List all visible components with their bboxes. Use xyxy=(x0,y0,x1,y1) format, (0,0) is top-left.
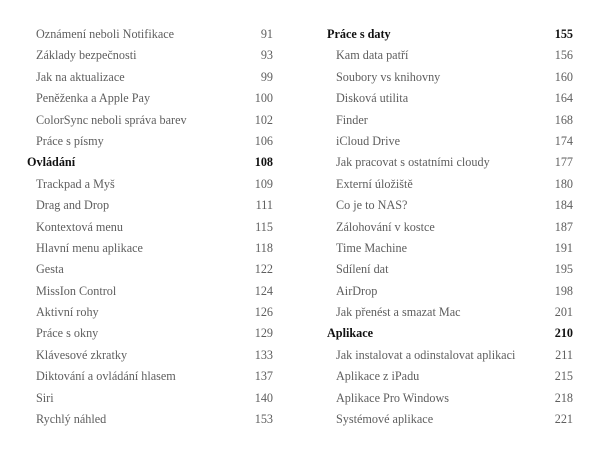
toc-entry-title: Peněženka a Apple Pay xyxy=(36,91,151,106)
toc-entry[interactable] xyxy=(324,259,574,280)
toc-entry[interactable] xyxy=(24,409,274,430)
toc-entry-title: Aplikace xyxy=(327,326,374,341)
toc-entry-title: MissIon Control xyxy=(36,283,117,298)
toc-page-number: 133 xyxy=(254,347,273,362)
toc-page-number: 164 xyxy=(554,91,573,106)
toc-entry-title: Rychlý náhled xyxy=(36,412,107,427)
toc-entry-title: Sdílení dat xyxy=(336,262,389,277)
toc-page-number: 140 xyxy=(254,390,273,405)
toc-entry[interactable] xyxy=(24,345,274,366)
toc-entry[interactable] xyxy=(324,110,574,131)
toc-entry-title: Práce s daty xyxy=(327,27,391,41)
toc-page-number: 155 xyxy=(554,27,573,41)
toc-entry[interactable] xyxy=(24,217,274,238)
toc-entry[interactable] xyxy=(324,131,574,152)
toc-page-number: 218 xyxy=(554,390,573,405)
toc-entry-title: Diktování a ovládání hlasem xyxy=(36,369,176,384)
toc-entry-title: Kontextová menu xyxy=(36,219,123,234)
toc-entry[interactable] xyxy=(24,302,274,323)
toc-entry-title: Oznámení neboli Notifikace xyxy=(36,27,175,41)
toc-page-number: 211 xyxy=(555,347,573,362)
toc-entry[interactable] xyxy=(324,152,574,173)
toc-entry[interactable] xyxy=(24,67,274,88)
toc-entry[interactable] xyxy=(24,110,274,131)
toc-page-number: 102 xyxy=(254,112,273,127)
toc-entry-title: Jak na aktualizace xyxy=(36,69,125,84)
toc-entry-title: Systémové aplikace xyxy=(336,412,434,427)
toc-entry-title: Externí úložiště xyxy=(336,176,413,191)
toc-page-number: 221 xyxy=(554,412,573,427)
toc-entry[interactable] xyxy=(24,259,274,280)
toc-entry[interactable] xyxy=(24,323,274,344)
toc-entry-title: Práce s okny xyxy=(36,326,99,341)
toc-page-number: 160 xyxy=(554,69,573,84)
toc-page-number: 129 xyxy=(254,326,273,341)
toc-page-number: 111 xyxy=(255,198,273,213)
toc-page-number: 126 xyxy=(254,305,273,320)
toc-entry[interactable] xyxy=(24,88,274,109)
toc-entry[interactable] xyxy=(324,366,574,387)
toc-entry-title: ColorSync neboli správa barev xyxy=(36,112,187,127)
toc-entry[interactable] xyxy=(324,302,574,323)
toc-entry-title: Jak pracovat s ostatními cloudy xyxy=(336,155,490,170)
toc-entry-title: Jak instalovat a odinstalovat aplikaci xyxy=(336,347,516,362)
toc-entry-title: Trackpad a Myš xyxy=(36,176,115,191)
toc-entry-title: Kam data patří xyxy=(336,48,409,63)
toc-page-number: 118 xyxy=(255,240,273,255)
toc-entry-title: Co je to NAS? xyxy=(336,198,408,213)
toc-entry[interactable] xyxy=(24,131,274,152)
toc-entry-title: AirDrop xyxy=(336,283,378,298)
toc-entry[interactable] xyxy=(324,388,574,409)
toc-page-number: 106 xyxy=(254,133,273,148)
toc-section-heading[interactable] xyxy=(324,323,574,344)
toc-column-left xyxy=(24,24,274,430)
toc-page-number: 109 xyxy=(254,176,273,191)
toc-entry[interactable] xyxy=(24,174,274,195)
toc-column-right xyxy=(324,24,574,430)
toc-page-number: 115 xyxy=(255,219,273,234)
toc-entry[interactable] xyxy=(324,409,574,430)
toc-entry[interactable] xyxy=(24,45,274,66)
toc-entry-title: Drag and Drop xyxy=(36,198,110,213)
toc-page-number: 215 xyxy=(554,369,573,384)
toc-entry-title: Práce s písmy xyxy=(36,133,104,148)
toc-page-number: 184 xyxy=(554,198,573,213)
toc-page-number: 201 xyxy=(554,305,573,320)
toc-entry[interactable] xyxy=(324,281,574,302)
toc-entry-title: Aplikace z iPadu xyxy=(336,369,420,384)
toc-page-number: 180 xyxy=(554,176,573,191)
toc-page-number: 137 xyxy=(254,369,273,384)
toc-page-number: 168 xyxy=(554,112,573,127)
toc-entry-title: Jak přenést a smazat Mac xyxy=(336,305,461,320)
toc-entry-title: Aktivní rohy xyxy=(36,305,99,320)
toc-entry[interactable] xyxy=(324,174,574,195)
toc-entry[interactable] xyxy=(24,24,274,45)
toc-entry[interactable] xyxy=(324,195,574,216)
toc-entry-title: Soubory vs knihovny xyxy=(336,69,441,84)
toc-entry[interactable] xyxy=(324,88,574,109)
toc-page-number: 195 xyxy=(554,262,573,277)
toc-page-number: 124 xyxy=(254,283,273,298)
toc-entry-title: Time Machine xyxy=(336,240,407,255)
toc-entry[interactable] xyxy=(324,67,574,88)
toc-page-number: 91 xyxy=(260,27,273,41)
toc-entry[interactable] xyxy=(324,217,574,238)
toc-entry[interactable] xyxy=(24,195,274,216)
toc-entry[interactable] xyxy=(24,238,274,259)
toc-page-number: 210 xyxy=(554,326,573,341)
toc-page-number: 153 xyxy=(254,412,273,427)
toc-entry[interactable] xyxy=(24,366,274,387)
toc-entry-title: Disková utilita xyxy=(336,91,409,106)
toc-entry-title: Siri xyxy=(36,390,54,405)
toc-page-number: 100 xyxy=(254,91,273,106)
toc-page-number: 177 xyxy=(554,155,573,170)
toc-section-heading[interactable] xyxy=(24,152,274,173)
toc-page-number: 187 xyxy=(554,219,573,234)
toc-entry[interactable] xyxy=(24,281,274,302)
toc-entry-title: Aplikace Pro Windows xyxy=(336,390,450,405)
toc-page-number: 174 xyxy=(554,133,573,148)
toc-entry-title: Ovládání xyxy=(27,155,76,170)
toc-entry-title: Hlavní menu aplikace xyxy=(36,240,143,255)
toc-entry-title: Základy bezpečnosti xyxy=(36,48,137,63)
toc-entry[interactable] xyxy=(324,345,574,366)
toc-entry-title: Klávesové zkratky xyxy=(36,347,128,362)
toc-entry[interactable] xyxy=(24,388,274,409)
toc-section-heading[interactable] xyxy=(324,24,574,45)
toc-page-number: 108 xyxy=(254,155,273,170)
toc-page-number: 198 xyxy=(554,283,573,298)
toc-entry-title: Gesta xyxy=(36,262,64,277)
toc-entry-title: Zálohování v kostce xyxy=(336,219,435,234)
toc-page-number: 122 xyxy=(254,262,273,277)
toc-page-number: 156 xyxy=(554,48,573,63)
toc-entry[interactable] xyxy=(324,45,574,66)
toc-page-number: 99 xyxy=(260,69,273,84)
toc-page-number: 93 xyxy=(260,48,273,63)
toc-entry-title: iCloud Drive xyxy=(336,133,400,148)
toc-entry[interactable] xyxy=(324,238,574,259)
toc-page-number: 191 xyxy=(554,240,573,255)
toc-entry-title: Finder xyxy=(336,112,368,127)
